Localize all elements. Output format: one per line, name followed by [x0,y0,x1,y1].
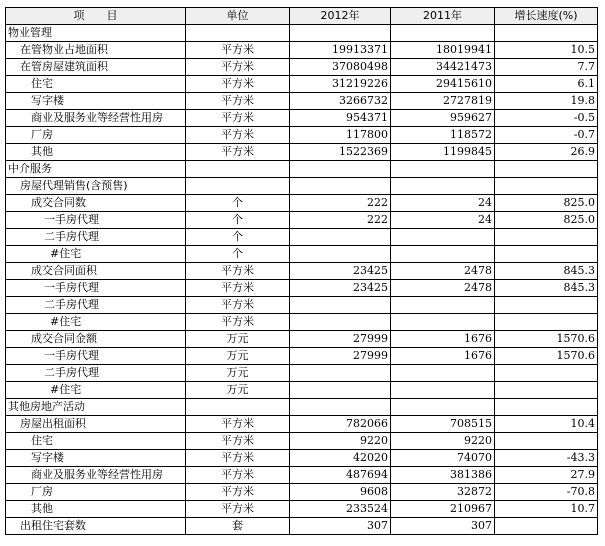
row-growth-rate: 1570.6 [495,331,598,348]
row-growth-rate [495,297,598,314]
row-item-name: 其他 [6,501,186,518]
row-item-name: 厂房 [6,484,186,501]
table-body [6,25,598,535]
row-unit: 个 [186,246,290,263]
row-item-name: 出租住宅套数 [6,518,186,535]
table-row [6,331,598,348]
table-row [6,144,598,161]
table-row [6,433,598,450]
row-item-name: #住宅 [6,246,186,263]
table-row [6,246,598,263]
row-item-name: #住宅 [6,382,186,399]
row-value-2011: 1676 [391,348,495,365]
table-row [6,484,598,501]
row-value-2012 [290,297,391,314]
row-value-2011: 18019941 [391,42,495,59]
row-value-2011: 24 [391,212,495,229]
row-value-2012 [290,382,391,399]
row-value-2012 [290,399,391,416]
row-item-name: 在管房屋建筑面积 [6,59,186,76]
row-growth-rate: 1570.6 [495,348,598,365]
table-row [6,76,598,93]
table-row [6,297,598,314]
row-unit: 平方米 [186,127,290,144]
table-row [6,59,598,76]
row-value-2011: 24 [391,195,495,212]
row-growth-rate: -0.5 [495,110,598,127]
row-growth-rate [495,382,598,399]
row-value-2012: 233524 [290,501,391,518]
row-unit [186,178,290,195]
row-value-2012: 954371 [290,110,391,127]
row-unit: 平方米 [186,110,290,127]
row-value-2011: 118572 [391,127,495,144]
row-unit: 平方米 [186,297,290,314]
row-value-2011: 210967 [391,501,495,518]
row-unit: 套 [186,518,290,535]
row-value-2012: 37080498 [290,59,391,76]
row-item-name: 厂房 [6,127,186,144]
table-row [6,399,598,416]
row-value-2012: 23425 [290,280,391,297]
table-row [6,450,598,467]
row-growth-rate [495,399,598,416]
row-value-2011 [391,246,495,263]
header-item: 项 目 [6,8,186,25]
statistics-table-container [5,7,598,535]
row-value-2011: 32872 [391,484,495,501]
row-value-2011: 307 [391,518,495,535]
row-unit: 个 [186,195,290,212]
header-2012: 2012年 [290,8,391,25]
row-value-2011: 708515 [391,416,495,433]
row-growth-rate [495,433,598,450]
row-value-2011: 74070 [391,450,495,467]
table-row [6,212,598,229]
row-unit: 平方米 [186,314,290,331]
row-item-name: 写字楼 [6,93,186,110]
row-item-name: 写字楼 [6,450,186,467]
table-row [6,229,598,246]
row-value-2011: 2478 [391,280,495,297]
row-value-2012: 27999 [290,348,391,365]
table-row [6,127,598,144]
row-growth-rate [495,314,598,331]
table-row [6,518,598,535]
row-value-2012: 307 [290,518,391,535]
row-value-2012: 1522369 [290,144,391,161]
row-value-2012 [290,229,391,246]
row-unit: 平方米 [186,450,290,467]
row-unit: 平方米 [186,59,290,76]
table-row [6,280,598,297]
row-item-name: 住宅 [6,433,186,450]
table-row [6,161,598,178]
row-value-2011 [391,178,495,195]
row-item-name: 其他房地产活动 [6,399,186,416]
row-growth-rate: 825.0 [495,212,598,229]
row-growth-rate: 10.4 [495,416,598,433]
row-value-2011 [391,399,495,416]
row-unit: 个 [186,212,290,229]
table-row [6,501,598,518]
row-item-name: 一手房代理 [6,348,186,365]
row-item-name: 商业及服务业等经营性用房 [6,110,186,127]
row-growth-rate: 19.8 [495,93,598,110]
table-row [6,195,598,212]
row-value-2012: 23425 [290,263,391,280]
table-row [6,42,598,59]
row-unit [186,25,290,42]
row-item-name: 一手房代理 [6,280,186,297]
row-value-2011 [391,161,495,178]
row-item-name: 二手房代理 [6,229,186,246]
row-growth-rate: 10.7 [495,501,598,518]
row-value-2012 [290,314,391,331]
row-item-name: 成交合同面积 [6,263,186,280]
row-growth-rate [495,246,598,263]
row-growth-rate: 6.1 [495,76,598,93]
row-value-2012: 27999 [290,331,391,348]
row-item-name: 房屋出租面积 [6,416,186,433]
row-unit: 平方米 [186,76,290,93]
row-value-2011 [391,25,495,42]
row-value-2012: 9220 [290,433,391,450]
row-value-2011 [391,382,495,399]
row-value-2011: 2727819 [391,93,495,110]
row-growth-rate [495,229,598,246]
row-value-2011 [391,365,495,382]
row-value-2012 [290,25,391,42]
row-value-2012: 782066 [290,416,391,433]
row-value-2012 [290,178,391,195]
row-growth-rate: 10.5 [495,42,598,59]
row-value-2011 [391,314,495,331]
row-value-2011: 959627 [391,110,495,127]
row-growth-rate: 845.3 [495,263,598,280]
header-growth: 增长速度(%) [495,8,598,25]
row-item-name: 成交合同金额 [6,331,186,348]
row-value-2012: 487694 [290,467,391,484]
row-value-2012: 9608 [290,484,391,501]
row-unit: 个 [186,229,290,246]
real-estate-statistics-table [5,7,598,535]
row-value-2012: 42020 [290,450,391,467]
table-row [6,314,598,331]
row-value-2011: 29415610 [391,76,495,93]
table-row [6,178,598,195]
table-header-row [6,8,598,25]
row-value-2012: 222 [290,195,391,212]
row-value-2012 [290,161,391,178]
row-growth-rate: 26.9 [495,144,598,161]
row-item-name: 二手房代理 [6,297,186,314]
row-item-name: #住宅 [6,314,186,331]
row-growth-rate: -70.8 [495,484,598,501]
table-row [6,416,598,433]
row-unit: 万元 [186,348,290,365]
row-unit: 万元 [186,382,290,399]
row-unit: 平方米 [186,467,290,484]
row-item-name: 一手房代理 [6,212,186,229]
row-value-2011: 1676 [391,331,495,348]
row-item-name: 住宅 [6,76,186,93]
row-unit: 平方米 [186,144,290,161]
row-value-2012: 19913371 [290,42,391,59]
table-row [6,382,598,399]
row-growth-rate [495,178,598,195]
row-item-name: 二手房代理 [6,365,186,382]
table-row [6,467,598,484]
row-growth-rate: 27.9 [495,467,598,484]
row-value-2011: 381386 [391,467,495,484]
row-unit: 平方米 [186,93,290,110]
row-unit: 万元 [186,365,290,382]
row-value-2012 [290,246,391,263]
row-unit: 万元 [186,331,290,348]
row-unit [186,161,290,178]
table-row [6,263,598,280]
row-growth-rate: -43.3 [495,450,598,467]
table-row [6,365,598,382]
row-item-name: 中介服务 [6,161,186,178]
table-row [6,110,598,127]
table-row [6,25,598,42]
header-unit: 单位 [186,8,290,25]
row-unit: 平方米 [186,42,290,59]
row-growth-rate: -0.7 [495,127,598,144]
row-unit: 平方米 [186,433,290,450]
row-unit: 平方米 [186,484,290,501]
row-value-2011: 1199845 [391,144,495,161]
row-growth-rate: 825.0 [495,195,598,212]
row-unit: 平方米 [186,263,290,280]
row-value-2012: 3266732 [290,93,391,110]
row-unit: 平方米 [186,416,290,433]
row-item-name: 物业管理 [6,25,186,42]
row-item-name: 房屋代理销售(含预售) [6,178,186,195]
row-item-name: 成交合同数 [6,195,186,212]
row-growth-rate [495,25,598,42]
row-unit [186,399,290,416]
row-item-name: 商业及服务业等经营性用房 [6,467,186,484]
row-value-2012 [290,365,391,382]
table-row [6,348,598,365]
row-growth-rate [495,518,598,535]
row-unit: 平方米 [186,280,290,297]
row-value-2011: 9220 [391,433,495,450]
row-value-2011 [391,229,495,246]
row-value-2011: 2478 [391,263,495,280]
header-2011: 2011年 [391,8,495,25]
table-row [6,93,598,110]
row-growth-rate [495,161,598,178]
row-value-2011 [391,297,495,314]
row-item-name: 其他 [6,144,186,161]
row-growth-rate [495,365,598,382]
row-item-name: 在管物业占地面积 [6,42,186,59]
row-unit: 平方米 [186,501,290,518]
row-value-2012: 222 [290,212,391,229]
row-value-2012: 31219226 [290,76,391,93]
row-growth-rate: 7.7 [495,59,598,76]
row-value-2012: 117800 [290,127,391,144]
row-value-2011: 34421473 [391,59,495,76]
row-growth-rate: 845.3 [495,280,598,297]
